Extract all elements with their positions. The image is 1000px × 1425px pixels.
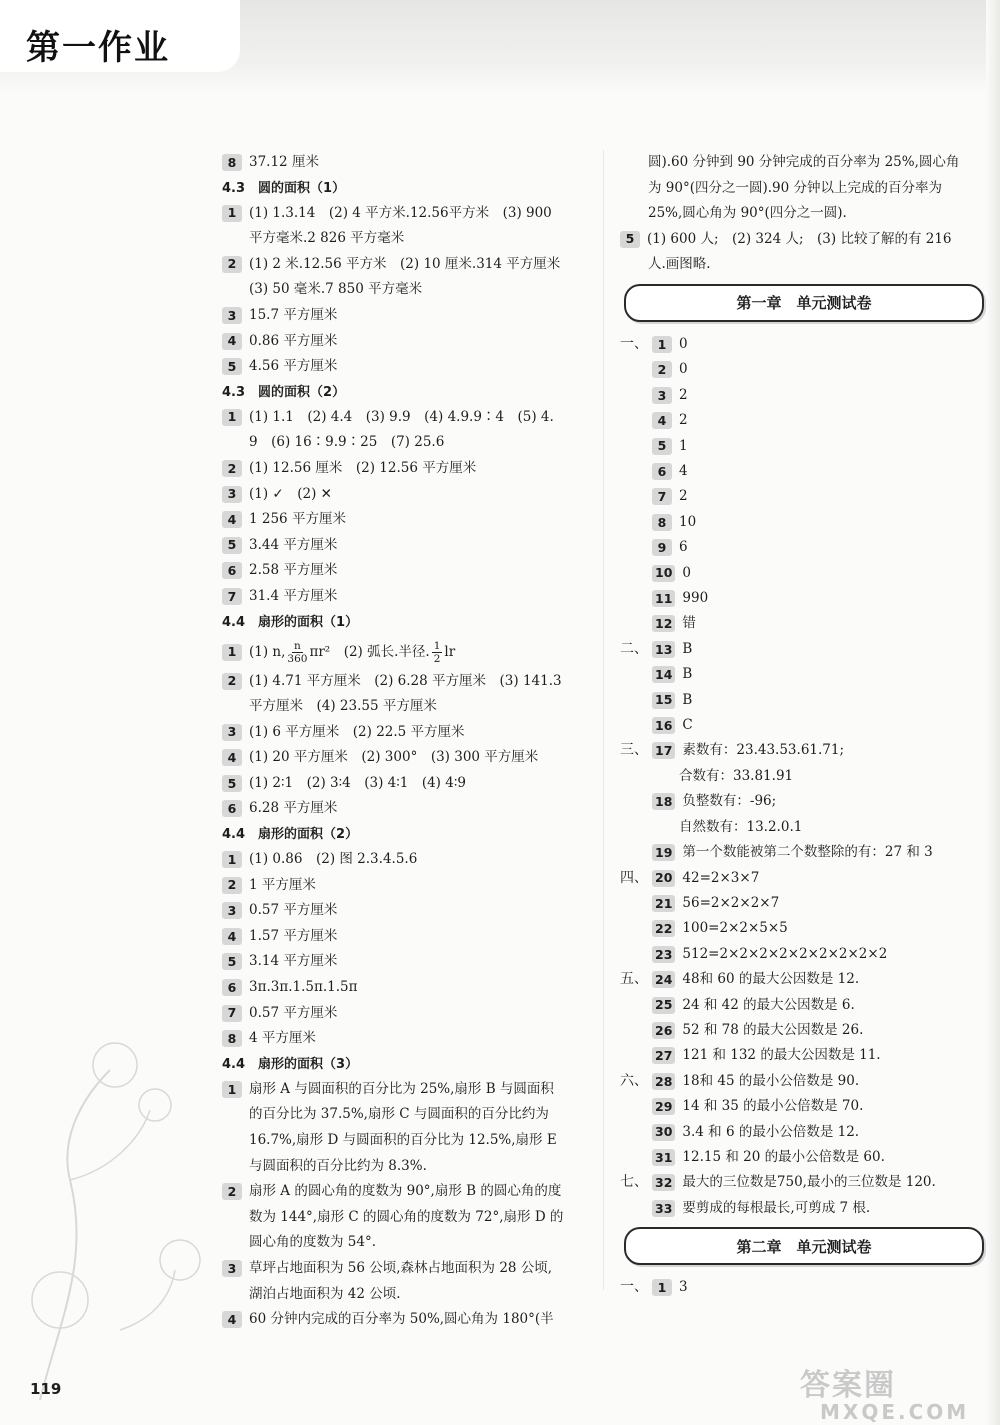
question-number-badge: 15 xyxy=(652,692,675,709)
answer-item xyxy=(222,745,590,771)
page-number: 119 xyxy=(30,1380,62,1398)
question-number-badge: 7 xyxy=(652,488,672,505)
chapter1-heading: 第一章 单元测试卷 xyxy=(624,284,984,322)
question-number-badge: 17 xyxy=(652,742,675,759)
question-number-badge: 4 xyxy=(222,333,242,350)
answer-text: (1) 12.56 厘米 (2) 12.56 平方厘米 xyxy=(249,459,477,476)
part-label: 一、 xyxy=(620,335,648,352)
question-number-badge: 25 xyxy=(652,997,675,1014)
answer-text: 1 平方厘米 xyxy=(249,876,316,893)
question-number-badge: 13 xyxy=(652,641,675,658)
question-number-badge: 2 xyxy=(222,673,242,690)
question-number-badge: 26 xyxy=(652,1022,675,1039)
answer-item xyxy=(222,201,590,227)
answer-text: 0 xyxy=(682,564,691,581)
fraction-numerator: n xyxy=(294,639,301,652)
question-number-badge: 5 xyxy=(222,775,242,792)
answer-text: 18和 45 的最小公倍数是 90. xyxy=(682,1072,860,1089)
fraction-denominator: 360 xyxy=(287,652,308,665)
question-number-badge: 2 xyxy=(222,1183,242,1200)
answer-text: 4 平方厘米 xyxy=(249,1030,316,1047)
answer-item xyxy=(620,227,990,253)
answer-item xyxy=(620,1069,990,1094)
answer-text: 990 xyxy=(682,590,709,607)
answer-item xyxy=(620,637,990,662)
formula-part: lr xyxy=(444,643,456,660)
answer-item xyxy=(620,891,990,916)
part-label: 七、 xyxy=(620,1174,648,1191)
answer-text: 48和 60 的最大公因数是 12. xyxy=(682,971,860,988)
answer-text: 4 xyxy=(679,463,688,479)
answer-text: 素数有：23.43.53.61.71; xyxy=(682,742,845,759)
question-number-badge: 32 xyxy=(652,1174,675,1191)
section-heading: 4.3 圆的面积（1） xyxy=(222,180,346,196)
left-answer-column xyxy=(222,150,590,1333)
answer-item xyxy=(222,354,590,380)
answer-item xyxy=(222,1026,590,1052)
answer-text: 0.57 平方厘米 xyxy=(249,902,338,919)
question-number-badge: 1 xyxy=(652,1279,672,1296)
question-number-badge: 4 xyxy=(222,928,242,945)
section-heading: 4.4 扇形的面积（1） xyxy=(222,614,359,630)
answer-text: 2 xyxy=(679,386,688,403)
answer-item xyxy=(222,847,590,873)
answer-text: 3.14 平方厘米 xyxy=(249,953,338,970)
answer-text: 60 分钟内完成的百分率为 50%,圆心角为 180°(半 xyxy=(249,1311,554,1328)
question-number-badge: 3 xyxy=(222,307,242,324)
answer-text: 2.58 平方厘米 xyxy=(249,562,338,579)
answer-text: 负整数有：-96; xyxy=(682,793,777,810)
continued-answer-line: 9 (6) 16∶9.9∶25 (7) 25.6 xyxy=(249,434,445,451)
fraction xyxy=(432,640,443,665)
answer-item xyxy=(620,510,990,535)
question-number-badge: 11 xyxy=(652,590,675,607)
question-number-badge: 5 xyxy=(222,537,242,554)
answer-text: 0.57 平方厘米 xyxy=(249,1004,338,1021)
continued-answer-line: 圆).60 分钟到 90 分钟完成的百分率为 25%,圆心角 xyxy=(648,154,960,170)
answer-text: 最大的三位数是750,最小的三位数是 120. xyxy=(682,1174,936,1191)
answer-item xyxy=(620,1120,990,1145)
answer-text: 100=2×2×5×5 xyxy=(682,920,788,937)
answer-item xyxy=(620,434,990,459)
question-number-badge: 7 xyxy=(222,1005,242,1022)
answer-text: 12.15 和 20 的最小公倍数是 60. xyxy=(682,1148,885,1165)
answer-text: 4.56 平方厘米 xyxy=(249,358,338,375)
answer-item xyxy=(620,713,990,738)
continued-answer-line: 湖泊占地面积为 42 公顷. xyxy=(249,1285,401,1302)
part-label: 二、 xyxy=(620,640,648,657)
formula-part: πr² (2) 弧长.半径. xyxy=(309,643,430,660)
answer-item xyxy=(620,586,990,611)
part-label: 一、 xyxy=(620,1279,648,1296)
chapter2-heading: 第二章 单元测试卷 xyxy=(624,1227,984,1265)
answer-item xyxy=(620,789,990,814)
answer-text: 2 xyxy=(679,488,688,505)
answer-text: 56=2×2×2×7 xyxy=(682,894,780,911)
question-number-badge: 4 xyxy=(222,749,242,766)
answer-text: 0.86 平方厘米 xyxy=(249,332,338,349)
answer-text: 1 256 平方厘米 xyxy=(249,511,346,528)
question-number-badge: 6 xyxy=(222,800,242,817)
answer-text: 3 xyxy=(679,1279,688,1296)
answer-item xyxy=(222,796,590,822)
question-number-badge: 7 xyxy=(222,588,242,605)
answer-item xyxy=(222,898,590,924)
answer-text: (1) 0.86 (2) 图 2.3.4.5.6 xyxy=(249,851,418,868)
answer-item xyxy=(620,611,990,636)
question-number-badge: 8 xyxy=(222,1030,242,1047)
answer-item xyxy=(620,459,990,484)
question-number-badge: 28 xyxy=(652,1073,675,1090)
continued-answer-line: 与圆面积的百分比约为 8.3%. xyxy=(249,1157,427,1174)
answer-item xyxy=(620,840,990,865)
answer-text: (1) 6 平方厘米 (2) 22.5 平方厘米 xyxy=(249,723,465,740)
answer-item xyxy=(620,764,990,789)
watermark-url: MXQE.COM xyxy=(820,1400,970,1424)
continued-answer-line: 平方毫米.2 826 平方毫米 xyxy=(249,230,405,247)
answer-item xyxy=(620,535,990,560)
continued-answer-line: 平方厘米 (4) 23.55 平方厘米 xyxy=(249,698,437,715)
question-number-badge: 1 xyxy=(222,1081,242,1098)
question-number-badge: 8 xyxy=(652,514,672,531)
section-heading: 4.4 扇形的面积（3） xyxy=(222,1056,359,1072)
question-number-badge: 2 xyxy=(222,256,242,273)
answer-item xyxy=(222,303,590,329)
question-number-badge: 5 xyxy=(620,231,640,248)
question-number-badge: 1 xyxy=(222,644,242,661)
question-number-badge: 1 xyxy=(222,851,242,868)
answer-item xyxy=(222,558,590,584)
formula-part: (1) n, xyxy=(249,643,286,660)
question-number-badge: 6 xyxy=(652,463,672,480)
answer-item xyxy=(222,1307,590,1333)
question-number-badge: 29 xyxy=(652,1098,675,1115)
question-number-badge: 5 xyxy=(222,953,242,970)
answer-text: C xyxy=(682,717,693,734)
question-number-badge: 1 xyxy=(222,409,242,426)
question-number-badge: 16 xyxy=(652,717,675,734)
answer-item xyxy=(620,916,990,941)
answer-item xyxy=(620,332,990,357)
question-number-badge: 1 xyxy=(652,336,672,353)
question-number-badge: 3 xyxy=(222,486,242,503)
fraction xyxy=(287,640,307,665)
question-number-badge: 1 xyxy=(222,205,242,222)
answer-text: 要剪成的每根最长,可剪成 7 根. xyxy=(682,1199,871,1216)
answer-text: 512=2×2×2×2×2×2×2×2×2 xyxy=(682,945,888,962)
answer-text: (1) 4.71 平方厘米 (2) 6.28 平方厘米 (3) 141.3 xyxy=(249,672,562,689)
question-number-badge: 21 xyxy=(652,895,675,912)
question-number-badge: 3 xyxy=(222,724,242,741)
answer-item xyxy=(620,357,990,382)
answer-item xyxy=(222,771,590,797)
answer-text: 3.44 平方厘米 xyxy=(249,536,338,553)
watermark-title: 答案圈 xyxy=(800,1368,896,1403)
question-number-badge: 23 xyxy=(652,946,675,963)
question-number-badge: 5 xyxy=(222,358,242,375)
answer-text: 52 和 78 的最大公因数是 26. xyxy=(682,1021,864,1038)
part-label: 三、 xyxy=(620,742,648,759)
question-number-badge: 19 xyxy=(652,844,675,861)
answer-text: (1) 1.1 (2) 4.4 (3) 9.9 (4) 4.9.9∶4 (5) 4. xyxy=(249,408,554,425)
answer-item xyxy=(620,1094,990,1119)
logo-box xyxy=(0,0,240,72)
answer-item xyxy=(222,252,590,278)
answer-text: 121 和 132 的最大公因数是 11. xyxy=(682,1047,881,1064)
question-number-badge: 27 xyxy=(652,1047,675,1064)
answer-item xyxy=(222,456,590,482)
continued-answer-line: 圆心角的度数为 54°. xyxy=(249,1234,377,1251)
chapter2-answers xyxy=(620,1275,990,1300)
question-number-badge: 14 xyxy=(652,666,675,683)
question-number-badge: 10 xyxy=(652,565,675,582)
answer-text: (1) 2 米.12.56 平方米 (2) 10 厘米.314 平方厘米 xyxy=(249,255,561,272)
answer-item xyxy=(620,561,990,586)
question-number-badge: 18 xyxy=(652,793,675,810)
question-number-badge: 4 xyxy=(652,412,672,429)
question-number-badge: 5 xyxy=(652,438,672,455)
answer-text: B xyxy=(682,640,693,657)
answer-item xyxy=(620,1275,990,1300)
question-number-badge: 31 xyxy=(652,1149,675,1166)
question-number-badge: 3 xyxy=(652,387,672,404)
book-logo: 第一作业 xyxy=(26,28,170,68)
answer-item xyxy=(620,815,990,840)
answer-text: 合数有：33.81.91 xyxy=(679,767,794,784)
question-number-badge: 3 xyxy=(222,902,242,919)
answer-item xyxy=(620,688,990,713)
answer-text: 1 xyxy=(679,437,688,454)
answer-item xyxy=(222,1077,590,1103)
answer-item xyxy=(222,635,590,669)
answer-text: 10 xyxy=(679,513,697,530)
answer-item xyxy=(222,584,590,610)
answer-item xyxy=(222,507,590,533)
question-number-badge: 20 xyxy=(652,870,675,887)
answer-text: 42=2×3×7 xyxy=(682,869,760,886)
answer-text: (1) ✓ (2) ✕ xyxy=(249,485,332,502)
answer-text: (1) 1.3.14 (2) 4 平方米.12.56平方米 (3) 900 xyxy=(249,204,552,221)
question-number-badge: 4 xyxy=(222,511,242,528)
answer-text: (1) 2∶1 (2) 3∶4 (3) 4∶1 (4) 4∶9 xyxy=(249,774,466,791)
answer-item xyxy=(222,329,590,355)
question-number-badge: 12 xyxy=(652,615,675,632)
question-number-badge: 33 xyxy=(652,1200,675,1217)
question-number-badge: 6 xyxy=(222,562,242,579)
answer-text: 24 和 42 的最大公因数是 6. xyxy=(682,996,855,1013)
part-label: 五、 xyxy=(620,971,648,988)
continued-answer-line: 16.7%,扇形 D 与圆面积的百分比为 12.5%,扇形 E xyxy=(249,1132,557,1148)
answer-item xyxy=(620,1018,990,1043)
answer-item xyxy=(620,993,990,1018)
continued-answer-line: (3) 50 毫米.7 850 平方毫米 xyxy=(249,281,423,298)
question-number-badge: 24 xyxy=(652,971,675,988)
answer-text: 3.4 和 6 的最小公倍数是 12. xyxy=(682,1123,860,1140)
answer-item xyxy=(620,408,990,433)
answer-item xyxy=(222,1179,590,1205)
answer-item xyxy=(620,1145,990,1170)
answer-item xyxy=(222,482,590,508)
part-label: 四、 xyxy=(620,869,648,886)
answer-text: 扇形 A 与圆面积的百分比为 25%,扇形 B 与圆面积 xyxy=(249,1080,554,1097)
answer-text: (1) 600 人; (2) 324 人; (3) 比较了解的有 216 xyxy=(647,230,952,247)
answer-item xyxy=(620,866,990,891)
answer-text: 自然数有：13.2.0.1 xyxy=(679,818,803,835)
answer-item xyxy=(222,975,590,1001)
chapter1-answers xyxy=(620,332,990,1221)
answer-text: (1) 20 平方厘米 (2) 300° (3) 300 平方厘米 xyxy=(249,749,539,766)
answer-text: 3π.3π.1.5π.1.5π xyxy=(249,979,358,996)
continued-answer-line: 25%,圆心角为 90°(四分之一圆). xyxy=(648,205,847,222)
answer-text: 6.28 平方厘米 xyxy=(249,800,338,817)
answer-item xyxy=(620,967,990,992)
question-number-badge: 8 xyxy=(222,154,242,171)
answer-text: 草坪占地面积为 56 公顷,森林占地面积为 28 公顷, xyxy=(249,1259,553,1276)
answer-text: 14 和 35 的最小公倍数是 70. xyxy=(682,1098,864,1115)
answer-text: 第一个数能被第二个数整除的有：27 和 3 xyxy=(682,844,933,861)
answer-text: 1.57 平方厘米 xyxy=(249,927,338,944)
answer-item xyxy=(222,1001,590,1027)
answer-text: B xyxy=(682,666,693,683)
question-number-badge: 30 xyxy=(652,1124,675,1141)
answer-text: 6 xyxy=(679,539,688,556)
answer-item xyxy=(222,533,590,559)
answer-text: 错 xyxy=(682,615,696,632)
answer-text: B xyxy=(682,691,693,708)
answer-item xyxy=(222,150,590,176)
continued-answer-line: 的百分比为 37.5%,扇形 C 与圆面积的百分比约为 xyxy=(249,1106,549,1123)
continued-answer-line: 人.画图略. xyxy=(648,256,711,273)
answer-text: 31.4 平方厘米 xyxy=(249,587,338,604)
answer-item xyxy=(620,1170,990,1195)
answer-text: 0 xyxy=(679,335,688,352)
answer-text: 2 xyxy=(679,412,688,429)
answer-text: 15.7 平方厘米 xyxy=(249,306,338,323)
question-number-badge: 6 xyxy=(222,979,242,996)
answer-item xyxy=(620,942,990,967)
answer-text: 37.12 厘米 xyxy=(249,154,319,170)
answer-item xyxy=(620,662,990,687)
answer-text: 扇形 A 的圆心角的度数为 90°,扇形 B 的圆心角的度 xyxy=(249,1183,562,1200)
answer-item xyxy=(222,405,590,431)
answer-text: 0 xyxy=(679,361,688,378)
watermark xyxy=(800,1360,980,1424)
decorative-flower-icon xyxy=(0,1000,230,1420)
section-heading: 4.3 圆的面积（2） xyxy=(222,384,346,400)
right-answer-column xyxy=(620,150,990,1301)
question-number-badge: 2 xyxy=(222,877,242,894)
question-number-badge: 3 xyxy=(222,1260,242,1277)
question-number-badge: 2 xyxy=(652,361,672,378)
answer-item xyxy=(222,720,590,746)
answer-item xyxy=(620,1196,990,1221)
question-number-badge: 4 xyxy=(222,1311,242,1328)
answer-formula xyxy=(249,635,590,669)
answer-item xyxy=(620,1043,990,1068)
question-number-badge: 9 xyxy=(652,539,672,556)
question-number-badge: 2 xyxy=(222,460,242,477)
continued-answer-line: 数为 144°,扇形 C 的圆心角的度数为 72°,扇形 D 的 xyxy=(249,1208,564,1225)
answer-item xyxy=(620,484,990,509)
answer-item xyxy=(222,873,590,899)
answer-item xyxy=(620,738,990,763)
continued-answer-line: 为 90°(四分之一圆).90 分钟以上完成的百分率为 xyxy=(648,179,943,196)
answer-item xyxy=(222,949,590,975)
question-number-badge: 22 xyxy=(652,920,675,937)
fraction-denominator: 2 xyxy=(433,652,441,665)
part-label: 六、 xyxy=(620,1072,648,1089)
answer-item xyxy=(222,924,590,950)
answer-item xyxy=(222,669,590,695)
answer-item xyxy=(620,383,990,408)
section-heading: 4.4 扇形的面积（2） xyxy=(222,827,359,843)
answer-item xyxy=(222,1256,590,1282)
column-divider xyxy=(603,150,604,1290)
fraction-numerator: 1 xyxy=(433,639,441,652)
